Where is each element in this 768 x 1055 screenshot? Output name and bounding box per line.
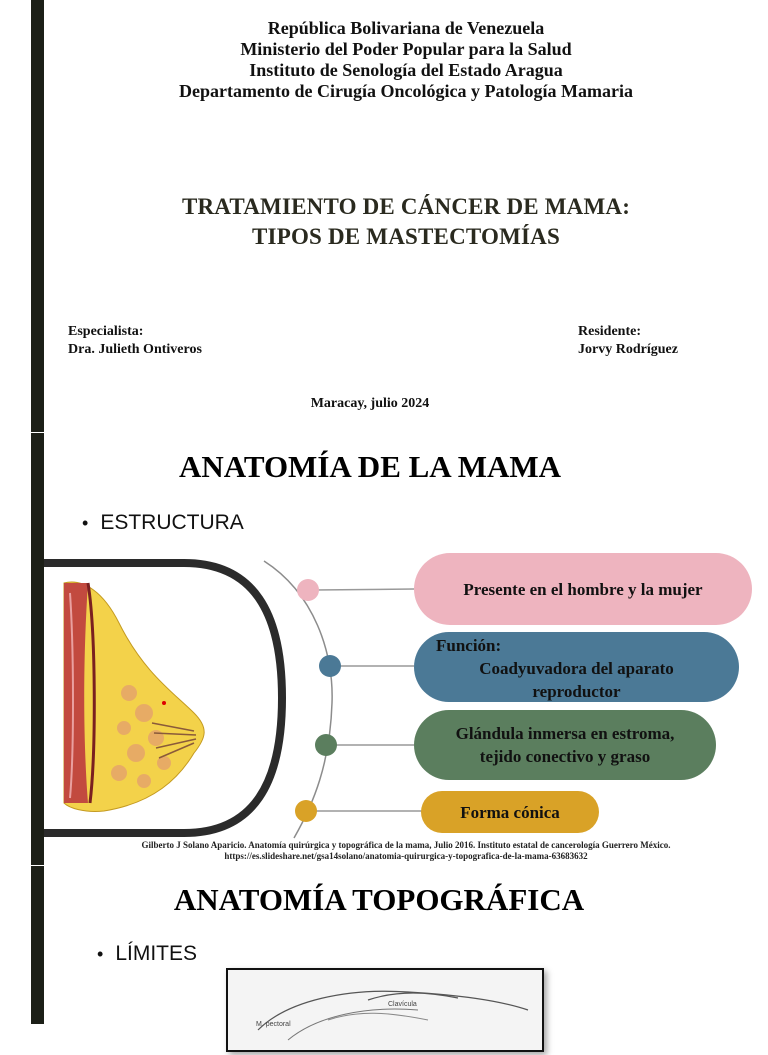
citation-link[interactable]: https://es.slideshare.net/gsa14solano/anatomia-quirurgica-y-topografica-de-la-mama-63683632	[224, 851, 588, 861]
institution-header	[44, 18, 768, 102]
resident-name: Jorvy Rodríguez	[578, 342, 678, 357]
item-text: Presente en el hombre y la mujer	[463, 579, 703, 599]
topography-image	[226, 968, 544, 1052]
connector-line	[314, 589, 414, 590]
presentation-title	[44, 192, 768, 252]
topography-slide	[0, 866, 768, 1028]
item-pill-shape	[421, 791, 599, 833]
slide-heading: ANATOMÍA TOPOGRÁFICA	[173, 882, 585, 917]
item-pill-gland	[414, 710, 716, 780]
specialist-label: Especialista:	[68, 324, 144, 339]
image-label: M. pectoral	[256, 1021, 291, 1028]
breast-anatomy-illustration	[64, 582, 204, 811]
resident-block	[578, 323, 678, 359]
slide-left-bar	[31, 0, 44, 432]
title-line: TRATAMIENTO DE CÁNCER DE MAMA:	[181, 194, 631, 219]
header-line: Departamento de Cirugía Oncológica y Patología Mamaria	[179, 81, 633, 101]
bullet-dot-icon: •	[97, 944, 104, 964]
title-slide	[0, 0, 768, 432]
item-pill-function	[414, 632, 739, 702]
slide-left-bar	[31, 433, 44, 865]
item-text: Glándula inmersa en estroma, tejido conectivo y graso	[455, 724, 675, 766]
specialist-block	[68, 323, 202, 359]
citation-line: Gilberto J Solano Aparicio. Anatomía quirúrgica y topográfica de la mama, Julio 2016. Instituto estatal de cancerología Guerrero México.	[141, 840, 671, 850]
item-text: Forma cónica	[460, 802, 560, 822]
resident-label: Residente:	[578, 324, 641, 339]
item-text: Coadyuvadora del aparato reproductor	[479, 659, 674, 701]
slide-heading: ANATOMÍA DE LA MAMA	[178, 449, 562, 484]
bullet-text: ESTRUCTURA	[100, 511, 244, 534]
item-dot-icon	[319, 655, 341, 677]
anatomy-diagram	[44, 553, 444, 843]
citation	[44, 840, 768, 862]
item-dot-icon	[315, 734, 337, 756]
header-line: Instituto de Senología del Estado Aragua	[249, 60, 563, 80]
connector-arc	[264, 561, 332, 838]
specialist-name: Dra. Julieth Ontiveros	[68, 342, 202, 357]
anatomy-slide	[0, 433, 768, 865]
bullet-text: LÍMITES	[115, 942, 197, 965]
item-dot-icon	[297, 579, 319, 601]
bullet-item	[82, 511, 244, 535]
place-date: Maracay, julio 2024	[310, 396, 430, 411]
item-pill-presence	[414, 553, 752, 625]
bullet-dot-icon: •	[82, 513, 89, 533]
header-line: República Bolivariana de Venezuela	[267, 18, 545, 38]
title-line: TIPOS DE MASTECTOMÍAS	[252, 224, 560, 249]
item-dot-icon	[295, 800, 317, 822]
item-text-label: Función:	[436, 636, 502, 655]
bullet-item	[97, 942, 197, 966]
header-line: Ministerio del Poder Popular para la Salud	[240, 39, 572, 59]
image-label: Clavícula	[388, 1001, 417, 1008]
topography-sketch	[228, 970, 542, 1050]
